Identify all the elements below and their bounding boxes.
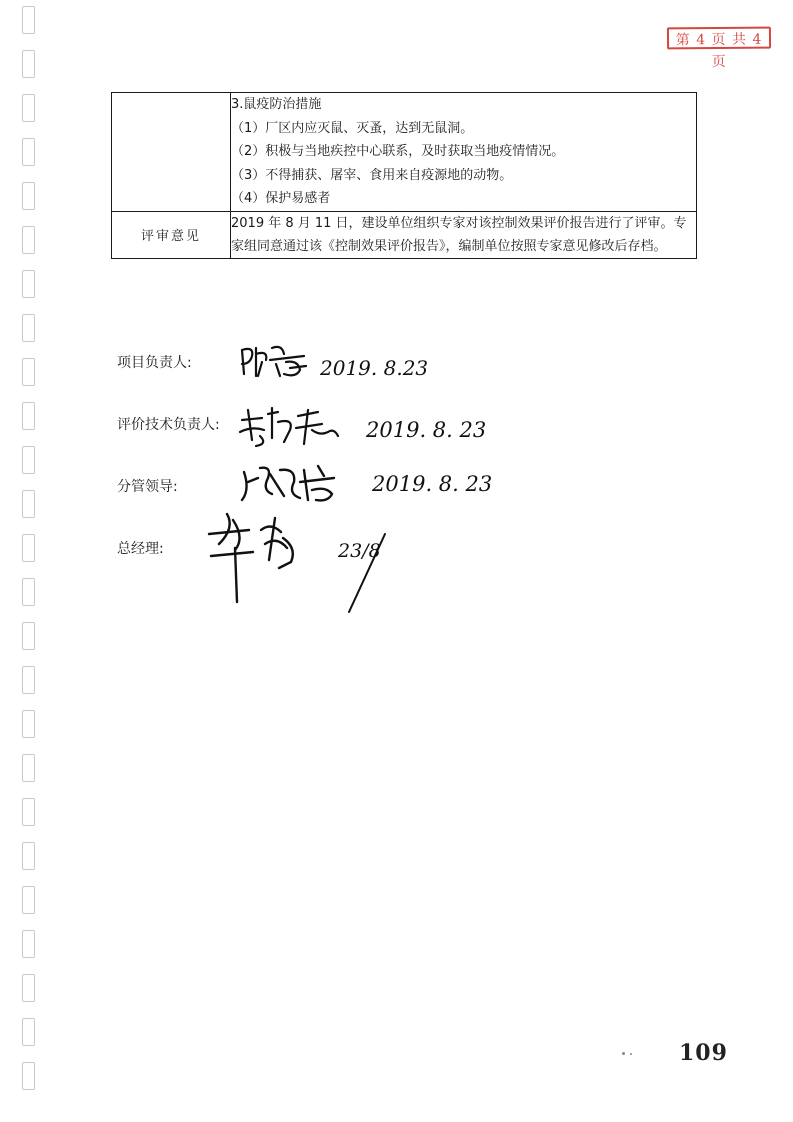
page-number: 109 bbox=[679, 1040, 728, 1066]
measure-item: （4）保护易感者 bbox=[231, 191, 331, 206]
binding-hole bbox=[22, 1018, 35, 1046]
review-table bbox=[111, 92, 697, 259]
binding-hole bbox=[22, 50, 35, 78]
review-opinion: 2019 年 8 月 11 日，建设单位组织专家对该控制效果评价报告进行了评审。专家组同意通过该《控制效果评价报告》，编制单位按照专家意见修改后存档。 bbox=[231, 211, 697, 258]
binding-hole bbox=[22, 710, 35, 738]
binding-hole bbox=[22, 6, 35, 34]
binding-hole bbox=[22, 1062, 35, 1090]
general-manager-signature bbox=[205, 508, 315, 608]
project-leader-date: 2019. 8.23 bbox=[320, 356, 429, 380]
general-manager-date: 23/8 bbox=[338, 540, 381, 562]
binding-hole bbox=[22, 974, 35, 1002]
measures-heading: 3.鼠疫防治措施 bbox=[231, 97, 322, 112]
binding-hole bbox=[22, 534, 35, 562]
division-leader-signature bbox=[238, 460, 348, 508]
tech-leader-date: 2019. 8. 23 bbox=[366, 418, 487, 442]
review-row bbox=[112, 211, 697, 258]
binding-hole bbox=[22, 226, 35, 254]
general-manager-label: 总经理: bbox=[117, 541, 164, 557]
measures-cell bbox=[231, 93, 697, 212]
binding-hole bbox=[22, 402, 35, 430]
page-count-stamp: 第 4 页 共 4 页 bbox=[667, 27, 771, 50]
project-leader-signature bbox=[238, 340, 318, 380]
measure-item: （3）不得捕获、屠宰、食用来自疫源地的动物。 bbox=[231, 167, 513, 183]
binding-hole bbox=[22, 798, 35, 826]
measure-item: （2）积极与当地疾控中心联系，及时获取当地疫情情况。 bbox=[231, 144, 565, 159]
binding-holes bbox=[22, 0, 36, 1122]
division-leader-date: 2019. 8. 23 bbox=[372, 472, 493, 496]
speck bbox=[622, 1052, 625, 1055]
binding-hole bbox=[22, 182, 35, 210]
measures-label-cell bbox=[112, 93, 231, 212]
tech-leader-signature bbox=[238, 400, 358, 450]
division-leader-label: 分管领导: bbox=[117, 479, 178, 495]
binding-hole bbox=[22, 270, 35, 298]
binding-hole bbox=[22, 138, 35, 166]
binding-hole bbox=[22, 490, 35, 518]
binding-hole bbox=[22, 886, 35, 914]
binding-hole bbox=[22, 930, 35, 958]
binding-hole bbox=[22, 314, 35, 342]
speck bbox=[630, 1053, 632, 1055]
binding-hole bbox=[22, 94, 35, 122]
binding-hole bbox=[22, 666, 35, 694]
tech-leader-label: 评价技术负责人: bbox=[117, 417, 220, 433]
review-label: 评审意见 bbox=[112, 211, 231, 258]
binding-hole bbox=[22, 842, 35, 870]
measures-row bbox=[112, 93, 697, 212]
binding-hole bbox=[22, 622, 35, 650]
measure-item: （1）厂区内应灭鼠、灭蚤，达到无鼠洞。 bbox=[231, 120, 474, 136]
binding-hole bbox=[22, 754, 35, 782]
binding-hole bbox=[22, 446, 35, 474]
project-leader-label: 项目负责人: bbox=[117, 355, 192, 371]
binding-hole bbox=[22, 358, 35, 386]
binding-hole bbox=[22, 578, 35, 606]
